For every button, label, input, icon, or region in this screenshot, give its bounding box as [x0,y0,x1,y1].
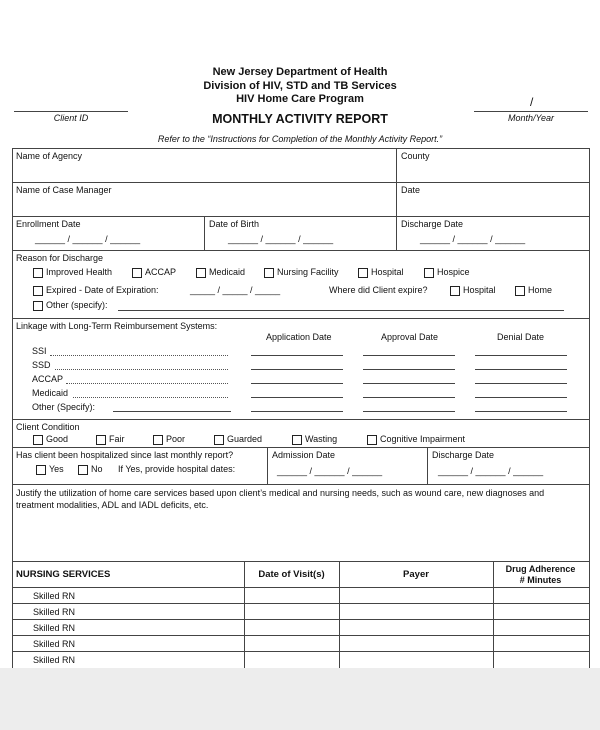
medicaid-denial-line[interactable] [475,397,567,398]
expiration-date-field[interactable]: _____ / _____ / _____ [190,285,281,295]
reason-option: Hospice [437,267,470,277]
table-row: Skilled RN [33,591,76,601]
condition-option: Cognitive Impairment [380,434,466,444]
medicaid-checkbox[interactable] [196,268,206,278]
agency-label: Name of Agency [16,151,83,161]
accap-application-line[interactable] [251,383,343,384]
linkage-title: Linkage with Long-Term Reimbursement Systems: [16,321,218,331]
date-of-visits-header: Date of Visit(s) [258,569,325,580]
division-name: Division of HIV, STD and TB Services [203,80,397,92]
justify-text-line2: treatment modalities, ADL and IADL deficits, etc. [16,500,209,510]
dept-name: New Jersey Department of Health [212,66,388,78]
accap-checkbox[interactable] [132,268,142,278]
linkage-row-label: SSD [32,360,51,370]
page-background [0,668,600,730]
divider [12,651,589,652]
linkage-row-label: ACCAP [32,374,64,384]
ssi-approval-line[interactable] [363,355,455,356]
expire-home-checkbox[interactable] [515,286,525,296]
divider [12,561,589,562]
hosp-discharge-label: Discharge Date [432,450,495,460]
expired-label: Expired - Date of Expiration: [46,285,159,295]
program-name: HIV Home Care Program [236,93,364,105]
divider [12,587,589,588]
ssd-denial-line[interactable] [475,369,567,370]
admission-date-field[interactable]: ______ / ______ / ______ [277,466,383,476]
other-reason-checkbox[interactable] [33,301,43,311]
case-manager-label: Name of Case Manager [16,185,112,195]
divider [12,484,589,485]
medicaid-approval-line[interactable] [363,397,455,398]
enrollment-label: Enrollment Date [16,219,81,229]
divider [12,603,589,604]
if-yes-label: If Yes, provide hospital dates: [118,464,236,474]
leader-dots [73,397,228,398]
nursing-services-header: NURSING SERVICES [16,569,111,580]
condition-title: Client Condition [16,422,80,432]
col-application: Application Date [266,332,332,342]
hospital-checkbox[interactable] [358,268,368,278]
enrollment-date-field[interactable]: ______ / ______ / ______ [35,234,141,244]
divider [204,216,205,250]
where-expire-label: Where did Client expire? [329,285,428,295]
improved-health-checkbox[interactable] [33,268,43,278]
guarded-checkbox[interactable] [214,435,224,445]
discharge-label: Discharge Date [401,219,464,229]
poor-checkbox[interactable] [153,435,163,445]
good-checkbox[interactable] [33,435,43,445]
form-box [12,148,590,668]
other-denial-line[interactable] [475,411,567,412]
discharge-date-field[interactable]: ______ / ______ / ______ [420,234,526,244]
minutes-header: # Minutes [519,575,562,585]
drug-adherence-header: Drug Adherence [505,564,576,574]
condition-option: Guarded [227,434,263,444]
month-year-line[interactable] [474,111,588,112]
ssd-approval-line[interactable] [363,369,455,370]
condition-option: Poor [166,434,186,444]
condition-option: Good [46,434,69,444]
col-approval: Approval Date [381,332,439,342]
other-application-line[interactable] [251,411,343,412]
reason-title: Reason for Discharge [16,253,104,263]
table-row: Skilled RN [33,655,76,665]
linkage-row-label: Other (Specify): [32,402,96,412]
divider [12,619,589,620]
accap-denial-line[interactable] [475,383,567,384]
expire-hospital-checkbox[interactable] [450,286,460,296]
yes-label: Yes [49,464,64,474]
table-row: Skilled RN [33,639,76,649]
wasting-checkbox[interactable] [292,435,302,445]
where-option: Hospital [463,285,496,295]
date-label: Date [401,185,421,195]
month-year-label: Month/Year [507,113,555,123]
fair-checkbox[interactable] [96,435,106,445]
leader-dots [66,383,228,384]
divider [427,447,428,484]
nursing-facility-checkbox[interactable] [264,268,274,278]
report-title: MONTHLY ACTIVITY REPORT [212,112,388,126]
table-row: Skilled RN [33,607,76,617]
cognitive-impairment-checkbox[interactable] [367,435,377,445]
col-denial: Denial Date [497,332,545,342]
no-label: No [91,464,103,474]
divider [396,148,397,250]
linkage-row-label: Medicaid [32,388,69,398]
divider [12,182,589,183]
other-reason-label: Other (specify): [46,300,108,310]
divider [267,447,268,484]
dob-label: Date of Birth [209,219,260,229]
condition-option: Fair [109,434,125,444]
divider [12,216,589,217]
hospitalized-yes-checkbox[interactable] [36,465,46,475]
where-option: Home [528,285,553,295]
instructions-note: Refer to the “Instructions for Completion of the Monthly Activity Report.” [157,134,443,144]
ssd-application-line[interactable] [251,369,343,370]
reason-option: Hospital [371,267,404,277]
condition-option: Wasting [305,434,338,444]
other-system-line[interactable] [113,411,231,412]
hosp-discharge-date-field[interactable]: ______ / ______ / ______ [438,466,544,476]
table-row: Skilled RN [33,623,76,633]
accap-approval-line[interactable] [363,383,455,384]
divider [12,419,589,420]
hospitalized-no-checkbox[interactable] [78,465,88,475]
payer-header: Payer [403,569,429,580]
month-year-slash: / [530,95,534,109]
divider [12,447,589,448]
divider [12,250,589,251]
divider [12,318,589,319]
justify-text-line1: Justify the utilization of home care services based upon client’s medical and nursing needs, such as wound care, new diagnoses and [16,488,545,498]
reason-option: Nursing Facility [277,267,339,277]
ssi-denial-line[interactable] [475,355,567,356]
reason-option: Medicaid [209,267,246,277]
leader-dots [50,355,228,356]
linkage-row-label: SSI [32,346,47,356]
ssi-application-line[interactable] [251,355,343,356]
dob-date-field[interactable]: ______ / ______ / ______ [228,234,334,244]
reason-option: ACCAP [145,267,177,277]
reason-option: Improved Health [46,267,113,277]
expired-checkbox[interactable] [33,286,43,296]
admission-label: Admission Date [272,450,336,460]
client-id-label: Client ID [53,113,89,123]
leader-dots [55,369,228,370]
divider [12,635,589,636]
other-approval-line[interactable] [363,411,455,412]
hospice-checkbox[interactable] [424,268,434,278]
county-label: County [401,151,430,161]
other-reason-line[interactable] [118,310,564,311]
medicaid-application-line[interactable] [251,397,343,398]
hospitalized-question: Has client been hospitalized since last monthly report? [16,450,234,460]
